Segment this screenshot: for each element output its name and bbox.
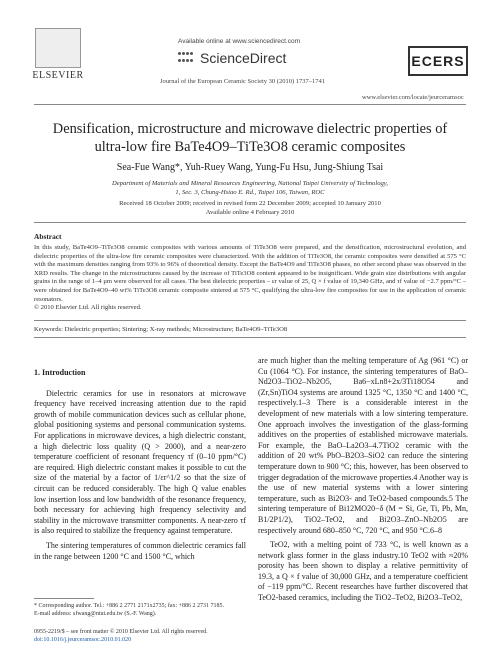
received-dates: Received 18 October 2009; received in revised form 22 December 2009; accepted 10 January 2010 bbox=[119, 200, 381, 207]
abstract-divider-top bbox=[34, 222, 466, 223]
left-paragraph-2: The sintering temperatures of common dielectric ceramics fall in the range between 1200 °C and 1500 °C, which bbox=[34, 540, 246, 561]
elsevier-tree-icon bbox=[35, 28, 81, 68]
keywords-divider bbox=[34, 337, 466, 338]
email-address[interactable]: E-mail address: sfwang@ntut.edu.tw (S.-F. Wang). bbox=[34, 611, 157, 617]
available-online-text: Available online at www.sciencedirect.com bbox=[178, 38, 300, 45]
right-column bbox=[258, 356, 468, 608]
affiliation-line-1: Department of Materials and Mineral Resources Engineering, National Taipei University of Technology, bbox=[112, 180, 388, 187]
keywords: Keywords: Dielectric properties; Sintering; X-ray methods; Microstructure; BaTe4O9–TiTe3O8 bbox=[34, 326, 288, 333]
article-title bbox=[40, 120, 460, 156]
affiliation bbox=[60, 180, 440, 197]
issn-block bbox=[34, 628, 274, 644]
corresponding-author: * Corresponding author. Tel.: +886 2 2771 2171x2735; fax: +886 2 2731 7185. bbox=[34, 603, 225, 609]
ecers-logo: ECERS bbox=[408, 46, 468, 76]
header-divider bbox=[34, 104, 466, 105]
abstract-text: In this study, BaTe4O9–TiTe3O8 ceramic composites with various amounts of TiTe3O8 were prepared, and the densification, microstructural evolution, and dielectric properties of the ultra-low fire ceramic composites were characterized. With the addition of TiTe3O8, the ceramic composites were densified at 575 °C with the maximum densities ranging from 93% to 96% of theoretical density. Except the BaTe4O9 and TiTe3O8 phases, no other second phase was observed in the XRD results. The change in the microstructures caused by the increase of TiTe3O8 content appeared to be insignificant. Wide grain size distributions with angular grains in the range of 1–4 μm were observed for all cases. The best dielectric properties – εr value of 25, Q × f value of 19,340 GHz, and τf value of −2.7 ppm/°C – were obtained for BaTe4O9–40 wt% TiTe3O8 ceramic composite sintered at 575 °C, qualifying the ultra-low fire composites for use in the application of ceramic resonators. bbox=[34, 244, 466, 303]
issn-line: 0955-2219/$ – see front matter © 2010 Elsevier Ltd. All rights reserved. bbox=[34, 629, 208, 635]
title-line-1: Densification, microstructure and microwave dielectric properties of bbox=[52, 121, 448, 137]
corresponding-footnote bbox=[34, 602, 246, 618]
available-date: Available online 4 February 2010 bbox=[205, 208, 295, 216]
abstract-divider-bottom bbox=[34, 320, 466, 321]
sciencedirect-logo[interactable] bbox=[178, 50, 286, 66]
right-paragraph-2: TeO2, with a melting point of 733 °C, is well known as a network glass former in the glass industry.10 TeO2 with ≈20% porosity has been shown to display a relative permittivity of 19.3, a Q × f value of 30,000 GHz, and a temperature coefficient of −119 ppm/°C. Recent researches have further discovered that TeO2-based ceramics, including the TiO2–TeO2, Bi2O3–TeO2, bbox=[258, 540, 468, 603]
sciencedirect-dots-icon bbox=[178, 52, 194, 64]
sciencedirect-label: ScienceDirect bbox=[200, 50, 287, 66]
affiliation-line-2: 1, Sec. 3, Chung-Hsiao E. Rd., Taipei 106, Taiwan, ROC bbox=[175, 188, 325, 196]
publisher-name: ELSEVIER bbox=[32, 70, 84, 81]
copyright-notice: © 2010 Elsevier Ltd. All rights reserved. bbox=[34, 304, 142, 312]
abstract-body bbox=[34, 244, 466, 313]
left-column bbox=[34, 368, 246, 566]
author-list: Sea-Fue Wang*, Yuh-Ruey Wang, Yung-Fu Hsu, Jung-Shiung Tsai bbox=[116, 162, 384, 173]
right-paragraph-1: are much higher than the melting temperature of Ag (961 °C) or Cu (1064 °C). For instance, the sintering temperatures of BaO–Nd2O3–TiO2–Nb2O5, Ba6−xLn8+2x/3Ti18O54 and (Zr,Sn)TiO4 systems are around 1325 °C, 1350 °C and 1400 °C, respectively.1–3 There is a considerable interest in the development of new materials with a low sintering temperature. One approach involves the investigation of the glass-forming additives on the properties of established microwave materials. For example, the BaO–La2O3–4.7TiO2 ceramic with the addition of 20 wt% PbO–B2O3–SiO2 can reduce the sintering temperature down to 900 °C; this, however, has been observed to trigger degradation of the microwave properties.4 Another way is the use of new material systems with a lower sintering temperature, such as Bi2O3- and TeO2-based compounds.5 The sintering temperature of Bi12MO20−δ (M = Si, Ge, Ti, Pb, Mn, B1/2P1/2), TiO2–TeO2, and Bi2O3–ZnO–Nb2O5 are respectively around 680–850 °C, 720 °C, and 950 °C.6–8 bbox=[258, 356, 468, 535]
journal-url[interactable]: www.elsevier.com/locate/jeurceramsoc bbox=[362, 94, 464, 101]
elsevier-logo bbox=[28, 28, 88, 81]
article-dates bbox=[60, 200, 440, 217]
left-paragraph-1: Dielectric ceramics for use in resonators at microwave frequency have received increasing attention due to the rapid growth of mobile communication devices such as cellular phone, global positioning systems and personal communication systems. For applications in microwave devices, a high dielectric constant, a high dielectric loss quality (Q > 2000), and a near-zero temperature coefficient of resonant frequency τf (0–10 ppm/°C) are required. High dielectric constant makes it possible to cut the size of the material by a factor of 1/εr^1/2 so that the size of circuit can be reduced considerably. The high Q value enables low insertion loss and low bandwidth of the resonance frequency, both necessary for achieving high frequency selectivity and stability in the microwave transmitter components. A near-zero τf is also required to stabilize the frequency against temperature. bbox=[34, 388, 246, 536]
footnote-divider bbox=[34, 598, 94, 599]
journal-citation: Journal of the European Ceramic Society 30 (2010) 1737–1741 bbox=[160, 78, 325, 85]
abstract-heading: Abstract bbox=[34, 232, 62, 241]
doi-link[interactable]: doi:10.1016/j.jeurceramsoc.2010.01.020 bbox=[34, 637, 132, 643]
title-line-2: ultra-low fire BaTe4O9–TiTe3O8 ceramic composites bbox=[94, 139, 406, 155]
section-heading-introduction: 1. Introduction bbox=[34, 368, 86, 377]
